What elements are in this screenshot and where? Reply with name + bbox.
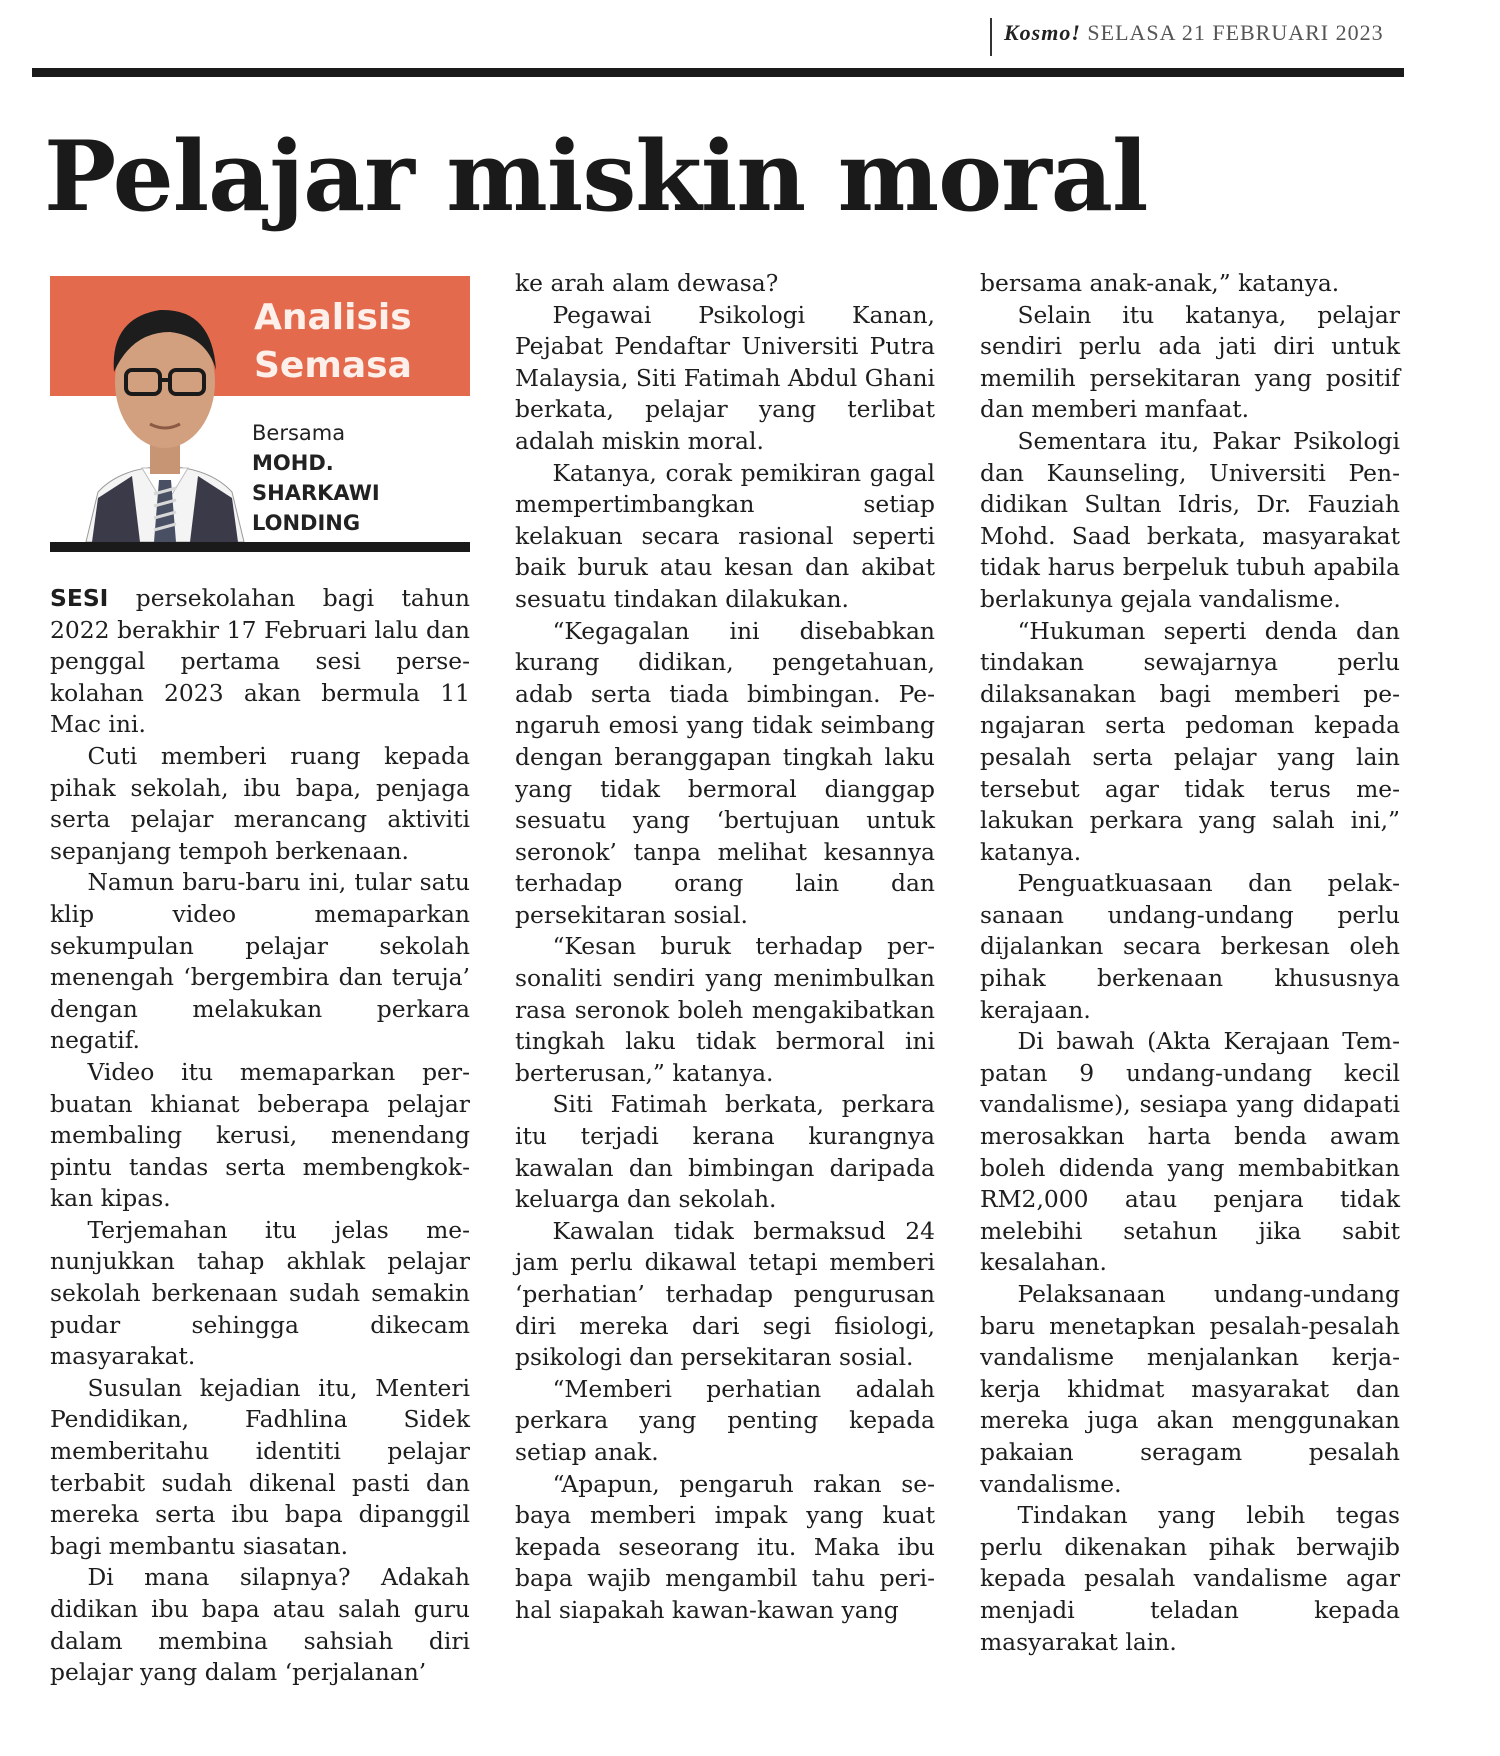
article-paragraph: “Hukuman seperti denda dan tindakan sewajarnya perlu dilaksanakan bagi memberi pengajaran serta pedoman kepada pesalah serta pelajar yang lain tersebut agar tidak terus melakukan perkara yang salah ini,” katanya. — [980, 616, 1400, 866]
masthead — [990, 18, 1384, 56]
article-paragraph: Tindakan yang lebih tegas perlu dikenakan pihak berwajib kepada pesalah vandalisme agar menjadi teladan kepada masyarakat lain. — [980, 1501, 1400, 1656]
article-paragraph: “Kegagalan ini disebabkan kurang didikan, pengetahuan, adab serta tiada bimbingan. Pengaruh emosi yang tidak seimbang dengan beranggapan tingkah laku yang tidak bermoral dianggap sesuatu yang ‘bertujuan untuk seronok’ tanpa melihat kesannya terhadap orang lain dan persekitaran sosial. — [515, 616, 935, 929]
article-paragraph: bersama anak-anak,” katanya. — [980, 269, 1340, 297]
author-name-line3: LONDING — [252, 511, 361, 535]
article-paragraph: Di bawah (Akta Kerajaan Tempatan 9 undang-undang kecil vandalisme), sesiapa yang didapati merosakkan harta benda awam boleh didenda yang membabitkan RM2,000 atau penjara tidak melebihi setahun jika sabit kesalahan. — [980, 1027, 1400, 1277]
article-paragraph: Penguatkuasaan dan pelaksanaan undang-undang perlu dijalankan secara berkesan oleh pihak berkenaan khususnya kerajaan. — [980, 869, 1400, 1024]
article-paragraph: Pegawai Psikologi Kanan, Pejabat Pendaftar Universiti Putra Malaysia, Siti Fatimah Abdul Ghani berkata, pelajar yang terlibat adalah miskin moral. — [515, 300, 935, 455]
author-name-line2: SHARKAWI — [252, 481, 380, 505]
top-rule — [32, 68, 1404, 77]
byline-prefix: Bersama — [252, 421, 346, 445]
article-paragraph: “Apapun, pengaruh rakan sebaya memberi impak yang kuat kepada seseorang itu. Maka ibu bapa wajib mengambil tahu perihal siapakah kawan-kawan yang — [515, 1469, 935, 1624]
article-paragraph: Selain itu katanya, pelajar sendiri perlu ada jati diri untuk memilih persekitaran yang positif dan memberi manfaat. — [980, 300, 1400, 424]
article-paragraph: “Kesan buruk terhadap personaliti sendiri yang menimbulkan rasa seronok boleh mengakibatkan tingkah laku tidak bermoral ini berterusan,” katanya. — [515, 932, 935, 1087]
article-paragraph: Video itu memaparkan perbuatan khianat beberapa pelajar membaling kerusi, menendang pintu tandas serta membengkokkan kipas. — [50, 1057, 470, 1213]
article-paragraph: Kawalan tidak bermaksud 24 jam perlu dikawal tetapi memberi ‘perhatian’ terhadap pengurusan diri mereka dari segi fisiologi, psikologi dan persekitaran sosial. — [515, 1216, 935, 1372]
lead-word: SESI — [50, 584, 109, 612]
column-title-line2: Semasa — [254, 345, 412, 386]
column-title — [254, 294, 412, 390]
masthead-date: SELASA 21 FEBRUARI 2023 — [1087, 20, 1384, 45]
article-paragraph: Sementara itu, Pakar Psikologi dan Kaunseling, Universiti Pendidikan Sultan Idris, Dr. Fauziah Mohd. Saad berkata, masyarakat tidak harus berpeluk tubuh apabila berlakunya gejala vandalisme. — [980, 426, 1400, 613]
article-paragraph: Namun baru-baru ini, tular satu klip video memaparkan sekumpulan pelajar sekolah menengah ‘bergembira dan teruja’ dengan melakukan perkara negatif. — [50, 868, 470, 1055]
headline: Pelajar miskin moral — [44, 120, 1148, 233]
article-paragraph: Terjemahan itu jelas menunjukkan tahap akhlak pelajar sekolah berkenaan sudah semakin pudar sehingga dikecam masyarakat. — [50, 1215, 470, 1371]
article-paragraph: “Memberi perhatian adalah perkara yang penting kepada setiap anak. — [515, 1374, 935, 1466]
article-column-2 — [515, 268, 935, 1627]
article-paragraph — [50, 583, 470, 741]
lead-text: persekolahan bagi tahun 2022 berakhir 17 Februari lalu dan penggal pertama sesi persekolahan 2023 akan bermula 11 Mac ini. — [50, 584, 470, 739]
author-portrait — [80, 280, 250, 542]
article-paragraph: Pelaksanaan undang-undang baru menetapkan pesalah-pesalah vandalisme menjalankan kerja-kerja khidmat masyarakat dan mereka juga akan menggunakan pakaian seragam pesalah vandalisme. — [980, 1280, 1400, 1498]
masthead-brand: Kosmo! — [1004, 20, 1081, 45]
author-box-rule — [50, 542, 470, 552]
article-column-3 — [980, 268, 1400, 1658]
article-paragraph: Di mana silapnya? Adakah didikan ibu bapa atau salah guru dalam membina sahsiah diri pelajar yang dalam ‘perjalanan’ — [50, 1563, 470, 1687]
article-paragraph: Susulan kejadian itu, Menteri Pendidikan, Fadhlina Sidek memberitahu identiti pelajar terbabit sudah dikenal pasti dan mereka serta ibu bapa dipanggil bagi membantu siasatan. — [50, 1373, 470, 1560]
author-name-line1: MOHD. — [252, 451, 334, 475]
article-paragraph: Cuti memberi ruang kepada pihak sekolah, ibu bapa, penjaga serta pelajar merancang aktiviti sepanjang tempoh berkenaan. — [50, 741, 470, 865]
column-title-line1: Analisis — [254, 297, 412, 338]
article-paragraph: Siti Fatimah berkata, perkara itu terjadi kerana kurangnya kawalan dan bimbingan daripada keluarga dan sekolah. — [515, 1090, 935, 1214]
column-author-box — [50, 276, 470, 552]
article-column-1 — [50, 583, 470, 1689]
article-paragraph: ke arah alam dewasa? — [515, 269, 779, 297]
article-paragraph: Katanya, corak pemikiran gagal mempertimbangkan setiap kelakuan secara rasional seperti baik buruk atau kesan dan akibat sesuatu tindakan dilakukan. — [515, 458, 935, 613]
byline — [252, 418, 380, 538]
